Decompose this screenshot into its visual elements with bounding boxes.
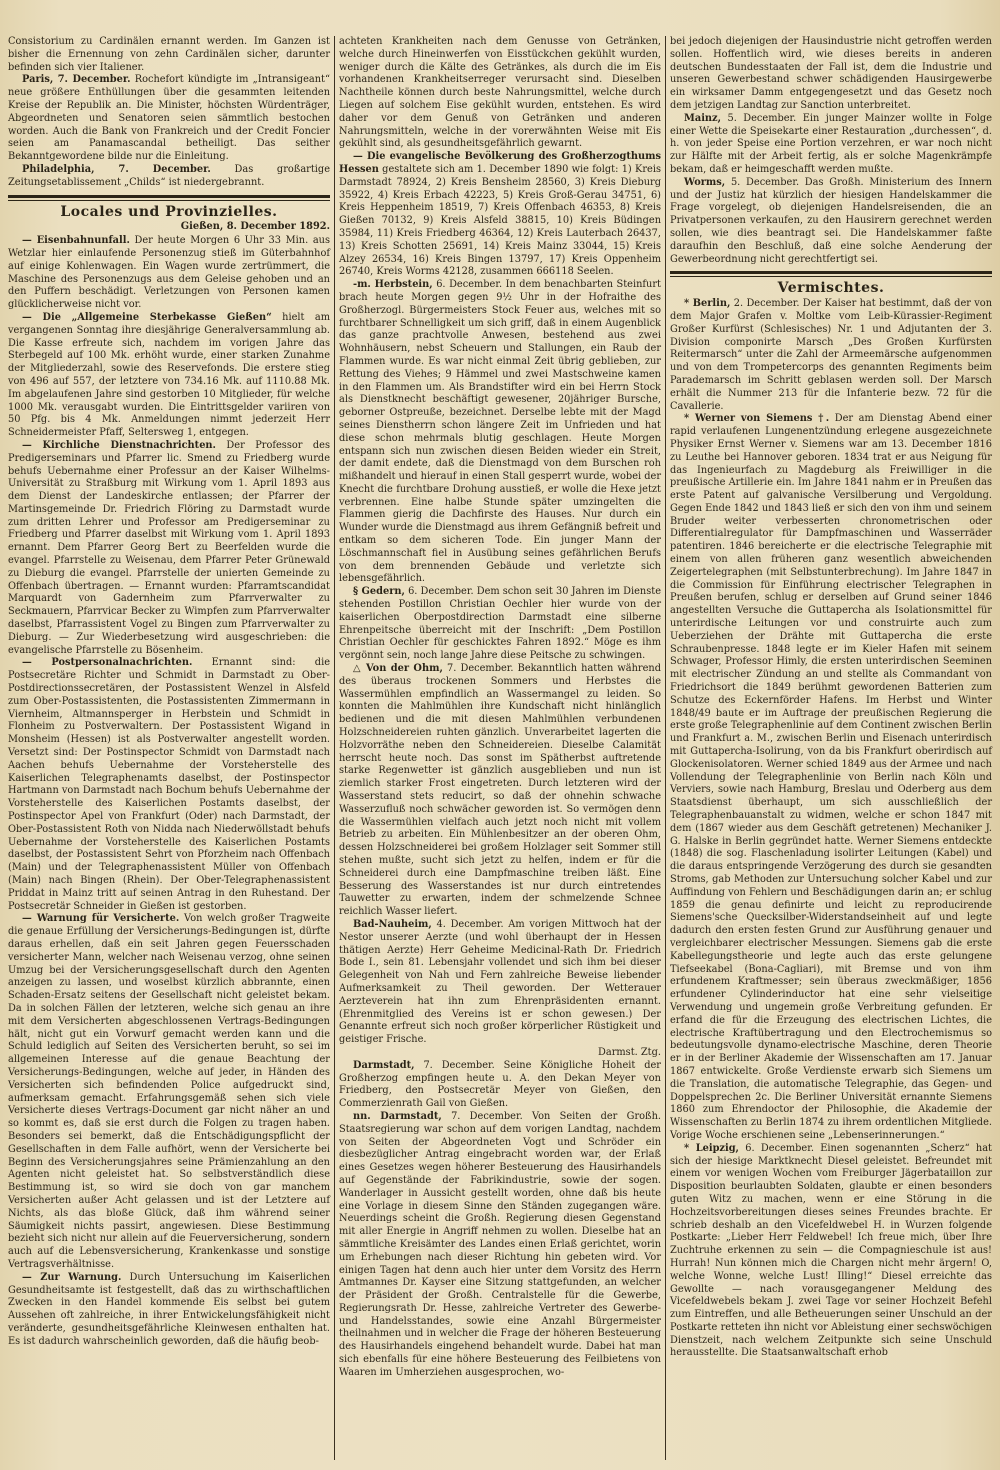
article-lead: nn. Darmstadt, (353, 1110, 442, 1122)
source-credit: Darmst. Ztg. (598, 1046, 661, 1058)
article-lead: -m. Herbstein, (353, 279, 433, 291)
article-lead: * Berlin, (684, 298, 731, 310)
article-paragraph (670, 36, 992, 113)
article-text: achteten Krankheiten nach dem Genusse von Getränken, welche durch Hineinwerfen von Eisstückchen gekühlt wurden, weniger durch die Kälte des Getränkes, als durch die im Eis vorhandenen Krankheitserreger verursacht sind. Dieselben Nachtheile können durch beste Nahrungsmittel, welche durch Liegen auf solchem Eise gekühlt wurden, entstehen. Es wird daher vor dem Genuß von Getränken und anderen Nahrungsmitteln, welche in der vorerwähnten Weise mit Eis gekühlt sind, als gesundheitsgefährlich gewarnt. (339, 36, 661, 150)
article-lead: — Eisenbahnunfall. (22, 235, 130, 247)
article-paragraph (8, 36, 330, 74)
article-paragraph (670, 113, 992, 177)
column-3 (670, 36, 992, 1360)
article-text: Der heute Morgen 6 Uhr 33 Min. aus Wetzlar hier einlaufende Personenzug stieß im Güterbahnhof auf einige Kohlenwagen. Ein Wagen wurde zertrümmert, die Maschine des Personenzugs aus dem Geleise gehoben und an den Puffern beschädigt. Verletzungen von Personen kamen glücklicherweise nicht vor. (8, 235, 330, 311)
article-paragraph (8, 440, 330, 658)
article-lead: * Leipzig, (684, 1142, 739, 1154)
article-paragraph (8, 913, 330, 1271)
article-paragraph (339, 919, 661, 1047)
article-lead: § Gedern, (353, 586, 405, 598)
article-text: 7. December. Von Seiten der Großh. Staatsregierung war schon auf dem vorigen Landtag, nachdem von Seiten der Abgeordneten Vogt und Schröder ein diesbezüglicher Antrag eingebracht worden war, der Erlaß eines Gesetzes wegen höherer Besteuerung des Hausirhandels auf Gegenstände der Fabrikindustrie, sowie der sogen. Wanderlager in Aussicht gestellt worden, ohne daß bis heute eine Vorlage in diesem Sinne den Ständen zugegangen wäre. Neuerdings scheint die Großh. Regierung diesen Gegenstand mit aller Energie in Angriff nehmen zu wollen. Dieselbe hat an sämmtliche Kreisämter des Landes einen Erlaß gerichtet, worin um Erhebungen nach dieser Richtung hin gebeten wird. Vor einigen Tagen hat denn auch hier unter dem Vorsitz des Herrn Amtmannes Dr. Kayser eine Sitzung stattgefunden, an welcher der Präsident der Großh. Centralstelle für die Gewerbe, Regierungsrath Dr. Hesse, zahlreiche Vertreter des Gewerbe- und Handelsstandes, sowie eine Anzahl Bürgermeister theilnahmen und in welcher die Frage der höheren Besteuerung des Hausirhandels eingehend behandelt wurde. Dabei hat man sich ebenfalls für eine höhere Besteuerung des Feilbietens von Waaren im Umherziehen ausgesprochen, wo- (339, 1110, 661, 1378)
article-lead: Worms, (684, 176, 726, 188)
dateline: Gießen, 8. December 1892. (180, 221, 330, 233)
article-text: 5. December. Ein junger Mainzer wollte in Folge einer Wette die Speisekarte einer Restauration „durchessen“, d. h. von jeder Speise eine Portion verzehren, er war noch nicht zur Hälfte mit der Arbeit fertig, als er solche Magenkrämpfe bekam, daß er heimgeschafft werden mußte. (670, 112, 992, 175)
article-paragraph (339, 1111, 661, 1380)
article-text: 7. December. Bekanntlich hatten während des überaus trockenen Sommers und Herbstes die Wassermühlen empfindlich an Wassermangel zu leiden. So konnten die Mahlmühlen ihre Kundschaft nicht hinlänglich bedienen und die mit diesen Mahlmühlen verbundenen Holzschneidereien ruhten gänzlich. Unverarbeitet lagerten die Holzvorräthe neben den Schneidereien. Dieselbe Calamität herrscht heute noch. Das sonst im Spätherbst auftretende starke Regenwetter ist gänzlich ausgeblieben und nun ist ziemlich starker Frost eingetreten. Durch letzteren wird der Wasserstand stets reducirt, so daß der ohnehin schwache Wasserzufluß noch schwächer geworden ist. So vermögen denn die Wassermühlen vielfach auch jetzt noch nicht mit vollem Betrieb zu arbeiten. Ein Mühlenbesitzer an der oberen Ohm, dessen Holzschneiderei bei großem Holzlager seit Sommer still stehen mußte, sucht sich jetzt zu helfen, indem er für die Schneiderei durch eine Dampfmaschine treiben läßt. Eine Besserung des Wasserstandes ist nur durch eintretendes Tauwetter zu erwarten, indem der schmelzende Schnee reichlich Wasser liefert. (339, 663, 661, 918)
article-lead: — Die evangelische Bevölkerung des Großherzogthums Hessen (339, 151, 661, 175)
article-text: 6. December. Dem schon seit 30 Jahren im Dienste stehenden Postillon Christian Oechler hier wurde von der kaiserlichen Oberpostdirection Darmstadt eine silberne Ehrenpeitsche überreicht mit der Inschrift: „Dem Postillon Christian Oechler für geschicktes Fahren 1892.“ Möge es ihm vergönnt sein, noch lange Jahre diese Peitsche zu schwingen. (339, 586, 661, 662)
article-text: Der am Dienstag Abend einer rapid verlaufenen Lungenentzündung erlegene ausgezeichnete Physiker Ernst Werner v. Siemens war am 13. December 1816 zu Leuthe bei Hannover geboren. 1834 trat er aus Neigung für das Ingenieurfach zu Magdeburg als Freiwilliger in die preußische Artillerie ein. Im Jahre 1841 nahm er in Preußen das erste Patent auf galvanische Versilberung und Vergoldung. Gegen Ende 1842 und 1843 ließ er sich den von ihm und seinem Bruder weiter verbesserten chronometrischen oder Differentialregulator für Dampfmaschinen und Wasserräder patentiren. 1846 bereicherte er die electrische Telegraphie mit einem von allen früheren ganz wesentlich abweichenden Zeigertelegraphen (mit Selbstunterbrechung). Im Jahre 1847 in die Commission für Einführung electrischer Telegraphen in Preußen berufen, schlug er derselben auf Grund seiner 1846 angestellten Versuche die Guttapercha als Isolationsmittel für unterirdische Leitungen vor und construirte auch zum Ueberziehen der Drähte mit Guttapercha die erste Schraubenpresse. 1848 legte er im Kieler Hafen mit seinem Schwager, Professor Himly, die ersten unterirdischen Seeminen mit electrischer Zündung an und stellte als Commandant von Friedrichsort die 1849 berühmt gewordenen Batterien zum Schutze des Eckernförder Hafens. Im Herbst und Winter 1848/49 baute er im Auftrage der preußischen Regierung die erste große Telegraphenlinie auf dem Continent zwischen Berlin und Frankfurt a. M., zwischen Berlin und Eisenach unterirdisch mit Guttapercha-Isolirung, von da bis Frankfurt oberirdisch auf Glockenisolatoren. Werner schied 1849 aus der Armee und nach Vollendung der Telegraphenlinie von Berlin nach Köln und Verviers, sowie nach Hamburg, Breslau und Oderberg aus dem Staatsdienst überhaupt, um sich ausschließlich der Telegraphenbauanstalt zu widmen, welche er schon 1847 mit dem (1867 wieder aus dem Geschäft getretenen) Mechaniker J. G. Halske in Berlin gegründet hatte. Werner Siemens entdeckte (1848) die sog. Flaschenladung isolirter Leitungen (Kabel) und die daraus entspringende Verzögerung des durch sie gesandten Stroms, gab Methoden zur Untersuchung solcher Kabel und zur Auffindung von Fehlern und Beschädigungen darin an; er schlug 1859 die genau definirte und leicht zu reproducirende Siemens'sche Quecksilber-Widerstandseinheit auf und legte dadurch den ersten festen Grund zur Ausführung genauer und vergleichbarer electrischer Messungen. Siemens gab die erste Kabellegungstheorie und legte auch das erste gelungene Tiefseekabel (Bona-Cagliari), mit Bremse und von ihm erfundenem Kraftmesser; sein überaus zweckmäßiger, 1856 erfundener Cylinderinductor hat eine sehr vielseitige Verwendung und ungemein große Verbreitung gefunden. Er erfand die für die Erzeugung des electrischen Lichtes, die electrische Kraftübertragung und den Electrochemismus so bedeutungsvolle dynamo-electrische Maschine, deren Theorie er in der Berliner Akademie der Wissenschaften am 17. Januar 1867 entwickelte. Große Verdienste erwarb sich Siemens um die Translation, die automatische Telegraphie, das Gegen- und Doppelsprechen 2c. Die Berliner Universität ernannte Siemens 1860 zum Ehrendoctor der Philosophie, die Akademie der Wissenschaften zu Berlin 1874 zu ihrem ordentlichen Mitgliede. Vorige Woche erschienen seine „Lebenserinnerungen.“ (670, 413, 992, 1141)
article-paragraph (8, 164, 330, 190)
article-paragraph (339, 663, 661, 919)
section-heading: Vermischtes. (777, 280, 885, 297)
article-text: 6. December. Einen sogenannten „Scherz“ hat sich der hiesige Marktknecht Diesel geleistet. Befreundet mit einem vor wenigen Wochen vom Freiburger Jägerbataillon zur Disposition beurlaubten Soldaten, glaubte er einen besonders guten Witz zu machen, wenn er eine Störung in die Hochzeitsvorbereitungen dieses seines Freundes brachte. Er schrieb deshalb an den Vicefeldwebel H. in Wurzen folgende Postkarte: „Lieber Herr Feldwebel! Ich freue mich, über Ihre Zuchtruhe erkennen zu sein — die Compagnieschule ist aus! Hurrah! Nun können mich die Chargen nicht mehr ärgern! O, welche Wonne, welche Lust! Illing!“ Diesel erreichte das Gewollte — nach vorausgegangener Meldung des Vicefeldwebels bekam J. zwei Tage vor seiner Hochzeit Befehl zum Eintreffen, und alle Betheuerungen seiner Unschuld an der Postkarte retteten ihn nicht vor Ableistung einer sechswöchigen Dienstzeit, nach welchem Zeitpunkte sich seine Unschuld herausstellte. Die Staatsanwaltschaft erhob (670, 1142, 992, 1359)
article-paragraph (339, 36, 661, 151)
article-lead: — Die „Allgemeine Sterbekasse Gießen“ (22, 311, 272, 323)
article-text: 7. December. Seine Königliche Hoheit der Großherzog empfingen heute u. A. den Dekan Meyer von Friedberg, den Postsecretär Meyer von Gießen, den Commerzienrath Gail von Gießen. (339, 1059, 661, 1110)
article-paragraph (339, 586, 661, 663)
article-text: 2. December. Der Kaiser hat bestimmt, daß der von dem Major Grafen v. Moltke vom Leib-Kürassier-Regiment Großer Kurfürst (Schlesisches) Nr. 1 und Adjutanten der 3. Division componirte Marsch „Des Großen Kurfürsten Reitermarsch“ unter die Zahl der Armeemärsche aufgenommen und von dem Trompetercorps des genannten Regiments beim Parademarsch im Schritt geblasen werden soll. Der Marsch erhält die Nummer 213 für die Infanterie bezw. 72 für die Cavallerie. (670, 298, 993, 412)
article-lead: Bad-Nauheim, (353, 918, 432, 930)
section-rule (670, 271, 992, 277)
article-paragraph (8, 312, 330, 440)
article-paragraph (339, 1060, 661, 1111)
article-text: gestaltete sich am 1. December 1890 wie folgt: 1) Kreis Darmstadt 78924, 2) Kreis Bensheim 28560, 3) Kreis Dieburg 35922, 4) Kreis Erbach 42223, 5) Kreis Groß-Gerau 34751, 6) Kreis Heppenheim 18519, 7) Kreis Offenbach 46353, 8) Kreis Gießen 70132, 9) Kreis Alsfeld 38815, 10) Kreis Büdingen 35984, 11) Kreis Friedberg 46364, 12) Kreis Lauterbach 26437, 13) Kreis Schotten 25691, 14) Kreis Mainz 33044, 15) Kreis Alzey 26534, 16) Kreis Bingen 13797, 17) Kreis Oppenheim 26740, Kreis Worms 42128, zusammen 666118 Seelen. (339, 163, 661, 278)
column-divider (665, 36, 666, 1460)
column-2 (339, 36, 661, 1380)
article-text: hielt am vergangenen Sonntag ihre diesjährige Generalversammlung ab. Die Kasse erfreute sich, nachdem im vorigen Jahre das Sterbegeld auf 100 Mk. erhöht wurde, einer starken Zunahme der Mitgliederzahl, sowie des Reservefonds. Die erstere stieg von 496 auf 557, der letztere von 734.16 Mk. auf 1110.88 Mk. Im abgelaufenen Jahre sind gestorben 10 Mitglieder, für welche 1000 Mk. verausgabt wurden. Die Eintrittsgelder variiren von 50 Pfg. bis 4 Mk. Anmeldungen nimmt jederzeit Herr Schneidermeister Pfaff, Seltersweg 1, entgegen. (8, 311, 330, 439)
article-text: Von welch großer Tragweite die genaue Erfüllung der Versicherungs-Bedingungen ist, dürfte daraus erhellen, daß ein seit Jahren gegen Feuersschaden versicherter Mann, welcher nach Weisenau verzog, ohne seinen Umzug bei der Versicherungsgesellschaft durch den Agenten anzeigen zu lassen, und woselbst kürzlich abbrannte, einen Schaden-Ersatz seitens der Gesellschaft nicht geleistet bekam. Da in solchen Fällen der letzteren, welche sich genau an ihre mit dem Versicherten abgeschlossenen Vertrags-Bedingungen hält, nicht gut ein Vorwurf gemacht werden kann und die Schuld lediglich auf Seiten des Versicherten beruht, so sei im allgemeinen Interesse auf die genaue Beachtung der Versicherungs-Bedingungen, welche auf jeder, in Händen des Versicherten sich befindenden Police aufgedruckt sind, aufmerksam gemacht. Erfahrungsgemäß sehen sich viele Versicherte dieses Vertrags-Document gar nicht näher an und so kommt es, daß sie erst durch die Folgen zu tragen haben. Besonders sei bemerkt, daß die Entschädigungspflicht der Gesellschaften in dem Falle aufhört, wenn der Versicherte bei Beginn des Versicherungsjahres seine Prämienzahlung an den Agenten nicht geleistet hat. So selbstverständlich diese Bestimmung ist, so wird sie doch von gar manchem Versicherten außer Acht gelassen und ist der Letztere auf Nichts, als das bloße Glück, daß ihm während seiner Säumigkeit nichts passirt, angewiesen. Diese Bestimmung bezieht sich nicht nur allein auf die Feuerversicherung, sondern auch auf die Lebensversicherung, Krankenkasse und sonstige Vertragsverhältnisse. (8, 913, 330, 1270)
article-paragraph (8, 657, 330, 913)
section-rule (8, 195, 330, 201)
article-text: Ernannt sind: die Postsecretäre Richter und Schmidt in Darmstadt zu Ober-Postdirectionssecretären, der Postassistent Wenzel in Alsfeld zum Ober-Postassistenten, die Postassistenten Zimmermann in Viernheim, Altmannsperger in Herbstein und Schmidt in Flonheim zu Postverwaltern. Der Postassistent Wigand in Monsheim (Hessen) ist als Postverwalter angestellt worden. Versetzt sind: Der Postinspector Schmidt von Darmstadt nach Aachen behufs Uebernahme der Vorsteherstelle des Kaiserlichen Telegraphenamts daselbst, der Postinspector Hartmann von Darmstadt nach Bochum behufs Uebernahme der Vorsteherstelle des Kaiserlichen Postamts daselbst, der Postinspector Apel von Frankfurt (Oder) nach Darmstadt, der Ober-Postassistent Roth von Nidda nach Niederwöllstadt behufs Uebernahme der Vorsteherstelle des Kaiserlichen Postamts daselbst, der Postassistent Sehrt von Pforzheim nach Offenbach (Main) und der Telegraphenassistent Müller von Offenbach (Main) nach Bingen (Rhein). Der Ober-Telegraphenassistent Priddat in Mainz tritt auf seinen Antrag in den Ruhestand. Der Postsecretär Schneider in Gießen ist gestorben. (8, 657, 330, 912)
article-text: Das großartige Zeitungsetablissement „Childs“ ist niedergebrannt. (8, 163, 330, 188)
article-text: 6. December. In dem benachbarten Steinfurt brach heute Morgen gegen 9½ Uhr in der Hofraithe des Großherzogl. Bürgermeisters Stock Feuer aus, welches mit so furchtbarer Schnelligkeit um sich griff, daß in einem Augenblick das ganze prachtvolle Anwesen, bestehend aus zwei Wohnhäusern, nebst Scheuern und Stallungen, ein Raub der Flammen wurde. Es war nicht einmal Zeit übrig geblieben, zur Rettung des Viehes; 9 Hämmel und zwei Mastschweine kamen in den Flammen um. Als Brandstifter wird ein bei Herrn Stock als Dienstknecht beschäftigt gewesener, 20jähriger Bursche, geborner Ostpreuße, bezeichnet. Derselbe lebte mit der Magd seines Dienstherrn schon längere Zeit im Unfrieden und hat diese schon mehrmals blutig geschlagen. Heute Morgen entspann sich nun zwischen diesen Beiden wieder ein Streit, der damit endete, daß die Dienstmagd von dem Burschen roh mißhandelt und hierauf in einen Stall gesperrt wurde, wobei der Knecht die furchtbare Drohung ausstieß, er wolle die Hexe jetzt verbrennen. Eine halbe Stunde später umzingelten die Flammen gierig die Dachfirste des Hauses. Nur durch ein Wunder wurde die Dienstmagd aus ihrem Gefängniß befreit und entkam so dem sicheren Tode. Ein junger Mann der Löschmannschaft fiel in Ausübung seines gefährlichen Berufs von dem brennenden Gebäude und verletzte sich lebensgefährlich. (339, 279, 662, 585)
column-1 (8, 36, 330, 1348)
article-paragraph (670, 298, 992, 413)
article-lead: Darmstadt, (353, 1059, 415, 1071)
section-heading: Locales und Provinzielles. (60, 203, 278, 220)
article-paragraph (8, 74, 330, 164)
article-lead: — Zur Warnung. (22, 1271, 122, 1283)
article-lead: * Werner von Siemens †. (684, 413, 830, 425)
article-paragraph (670, 177, 992, 267)
article-text: Durch Untersuchung im Kaiserlichen Gesundheitsamte ist festgestellt, daß das zu wirthschaftlichen Zwecken in den Handel kommende Eis selbst bei gutem Aussehen oft zahlreiche, in ihrer Entwickelungsfähigkeit nicht veränderte, gesundheitsgefährliche Kleinwesen enthalten hat. Es ist dadurch wahrscheinlich geworden, daß die häufig beob- (8, 1271, 330, 1347)
article-paragraph (339, 151, 661, 279)
article-lead: △ Von der Ohm, (353, 663, 443, 675)
article-lead: — Kirchliche Dienstnachrichten. (22, 439, 216, 451)
article-paragraph (670, 1143, 992, 1361)
article-text: 4. December. Am vorigen Mittwoch hat der Nestor unserer Aerzte (und wohl überhaupt der in Hessen thätigen Aerzte) Herr Geheime Medicinal-Rath Dr. Friedrich Bode I., sein 81. Lebensjahr vollendet und sich ihm bei dieser Gelegenheit von Nah und Fern zahlreiche Beweise liebender Aufmerksamkeit zu Theil geworden. Der Wetterauer Aerzteverein hat ihn zum Ehrenpräsidenten ernannt. (Ehrenmitglied des Vereins ist er schon gewesen.) Der Genannte erfreut sich noch großer körperlicher Rüstigkeit und geistiger Frische. (339, 918, 661, 1046)
article-lead: Paris, 7. December. (22, 74, 131, 86)
article-text: Rochefort kündigte im „Intransigeant“ neue größere Enthüllungen über die gesammten leitenden Kreise der Republik an. Die Minister, höchsten Würdenträger, Abgeordneten und Senatoren seien sämmtlich bestochen worden. Auch die Bank von Frankreich und der Credit Foncier seien am Panamascandal betheiligt. Das seither Bekanntgewordene bilde nur die Einleitung. (8, 74, 330, 163)
column-divider (334, 36, 335, 1460)
article-text: Der Professor des Predigerseminars und Pfarrer lic. Smend zu Friedberg wurde behufs Uebernahme einer Professur an der Kaiser Wilhelms-Universität zu Straßburg mit Wirkung vom 1. April 1893 aus dem Dienst der Landeskirche entlassen; der Pfarrer der Martinsgemeinde Dr. Friedrich Flöring zu Darmstadt wurde zum dritten Lehrer und Professor am Predigerseminar zu Friedberg und Pfarrer daselbst mit Wirkung vom 1. April 1893 ernannt. Dem Pfarrer Georg Bert zu Beerfelden wurde die evangel. Pfarrstelle zu Weisenau, dem Pfarrer Peter Grünewald zu Dieburg die evangel. Pfarrstelle der unierten Gemeinde zu Offenbach übertragen. — Ernannt wurden: Pfarramtscandidat Marquardt von Gadernheim zum Pfarrverwalter zu Seckmauern, Pfarrvicar Becker zu Wimpfen zum Pfarrverwalter daselbst, Pfarrassistent Vogel zu Bingen zum Pfarrverwalter zu Dieburg. — Zur Wiederbesetzung wird ausgeschrieben: die evangelische Pfarrstelle zu Bösenheim. (8, 439, 330, 656)
article-text: 5. December. Das Großh. Ministerium des Innern und der Justiz hat kürzlich der hiesigen Handelskammer die Frage vorgelegt, ob diejenigen Handelsreisenden, die an Privatpersonen verkaufen, zu den Hausirern gerechnet werden sollen, wie dies beantragt sei. Die Handelskammer faßte daraufhin den Beschluß, daß eine solche Aenderung der Gewerbeordnung nicht gerechtfertigt sei. (670, 176, 992, 265)
article-lead: Mainz, (684, 112, 722, 124)
article-paragraph (8, 1272, 330, 1349)
article-lead: — Postpersonalnachrichten. (22, 657, 193, 669)
article-lead: Philadelphia, 7. December. (22, 163, 211, 175)
article-text: Consistorium zu Cardinälen ernannt werden. Im Ganzen ist bisher die Ernennung von zehn Cardinälen sicher, darunter befinden sich vier Italiener. (8, 36, 330, 73)
article-lead: — Warnung für Versicherte. (22, 913, 180, 925)
article-paragraph (8, 235, 330, 312)
article-paragraph (670, 413, 992, 1142)
article-text: bei jedoch diejenigen der Hausindustrie nicht getroffen werden sollen. Hoffentlich wird, wie dieses bereits in anderen deutschen Bundesstaaten der Fall ist, dem die Industrie und unseren Gewerbestand schwer schädigenden Hausirgewerbe ein wirksamer Damm entgegengesetzt und das Gesetz noch dem jetzigen Landtag zur Sanction unterbreitet. (670, 36, 992, 111)
article-paragraph (339, 279, 661, 586)
